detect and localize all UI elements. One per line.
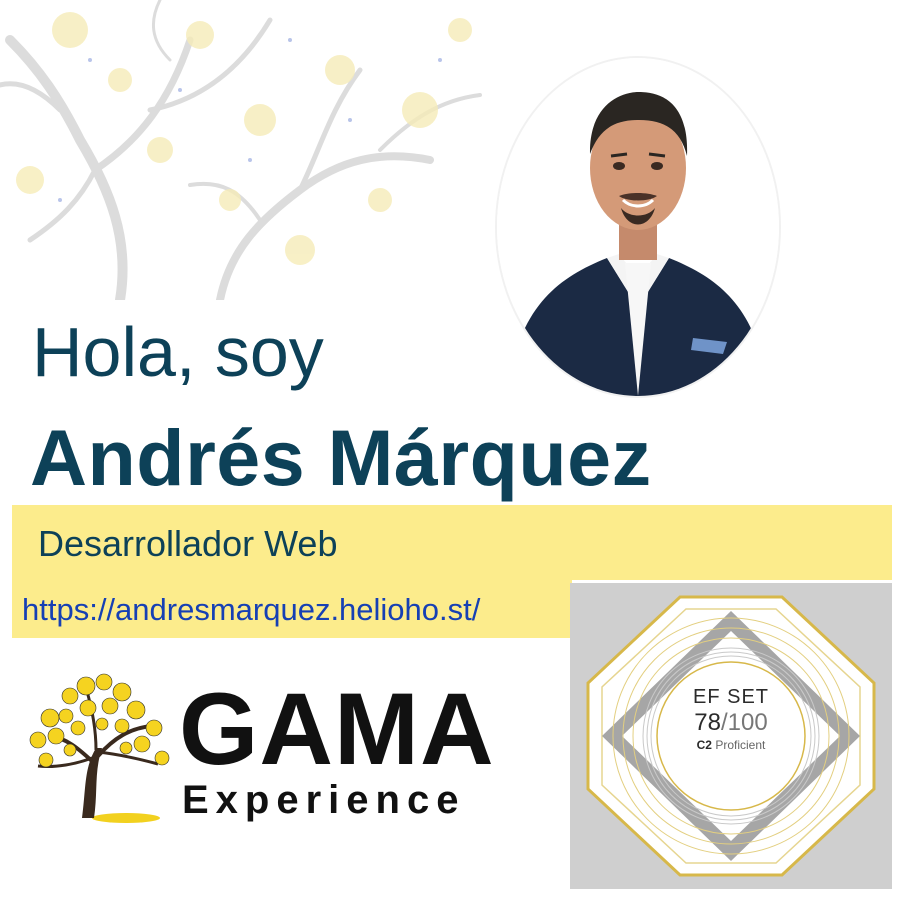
certificate-score-line: [660, 709, 802, 737]
brand-subtitle: Experience: [182, 778, 466, 822]
certificate-level-line: [660, 737, 802, 753]
gama-tree-logo-icon: [26, 668, 176, 826]
website-link[interactable]: https://andresmarquez.helioho.st/: [22, 592, 481, 627]
job-title: Desarrollador Web: [38, 523, 338, 564]
greeting-text: Hola, soy: [32, 313, 324, 391]
ef-set-certificate-badge: [570, 583, 892, 889]
brand-name: GAMA: [179, 672, 495, 786]
background-tree-illustration: [0, 0, 500, 300]
certificate-text-block: [660, 685, 802, 753]
certificate-level-label: Proficient: [715, 738, 766, 752]
person-name: Andrés Márquez: [30, 413, 652, 502]
certificate-max-score: /100: [720, 709, 768, 736]
profile-photo: [497, 58, 779, 396]
portrait-illustration: [497, 58, 779, 396]
certificate-score: 78: [694, 709, 721, 736]
certificate-title: EF SET: [692, 686, 769, 708]
certificate-level: C2: [696, 738, 712, 752]
